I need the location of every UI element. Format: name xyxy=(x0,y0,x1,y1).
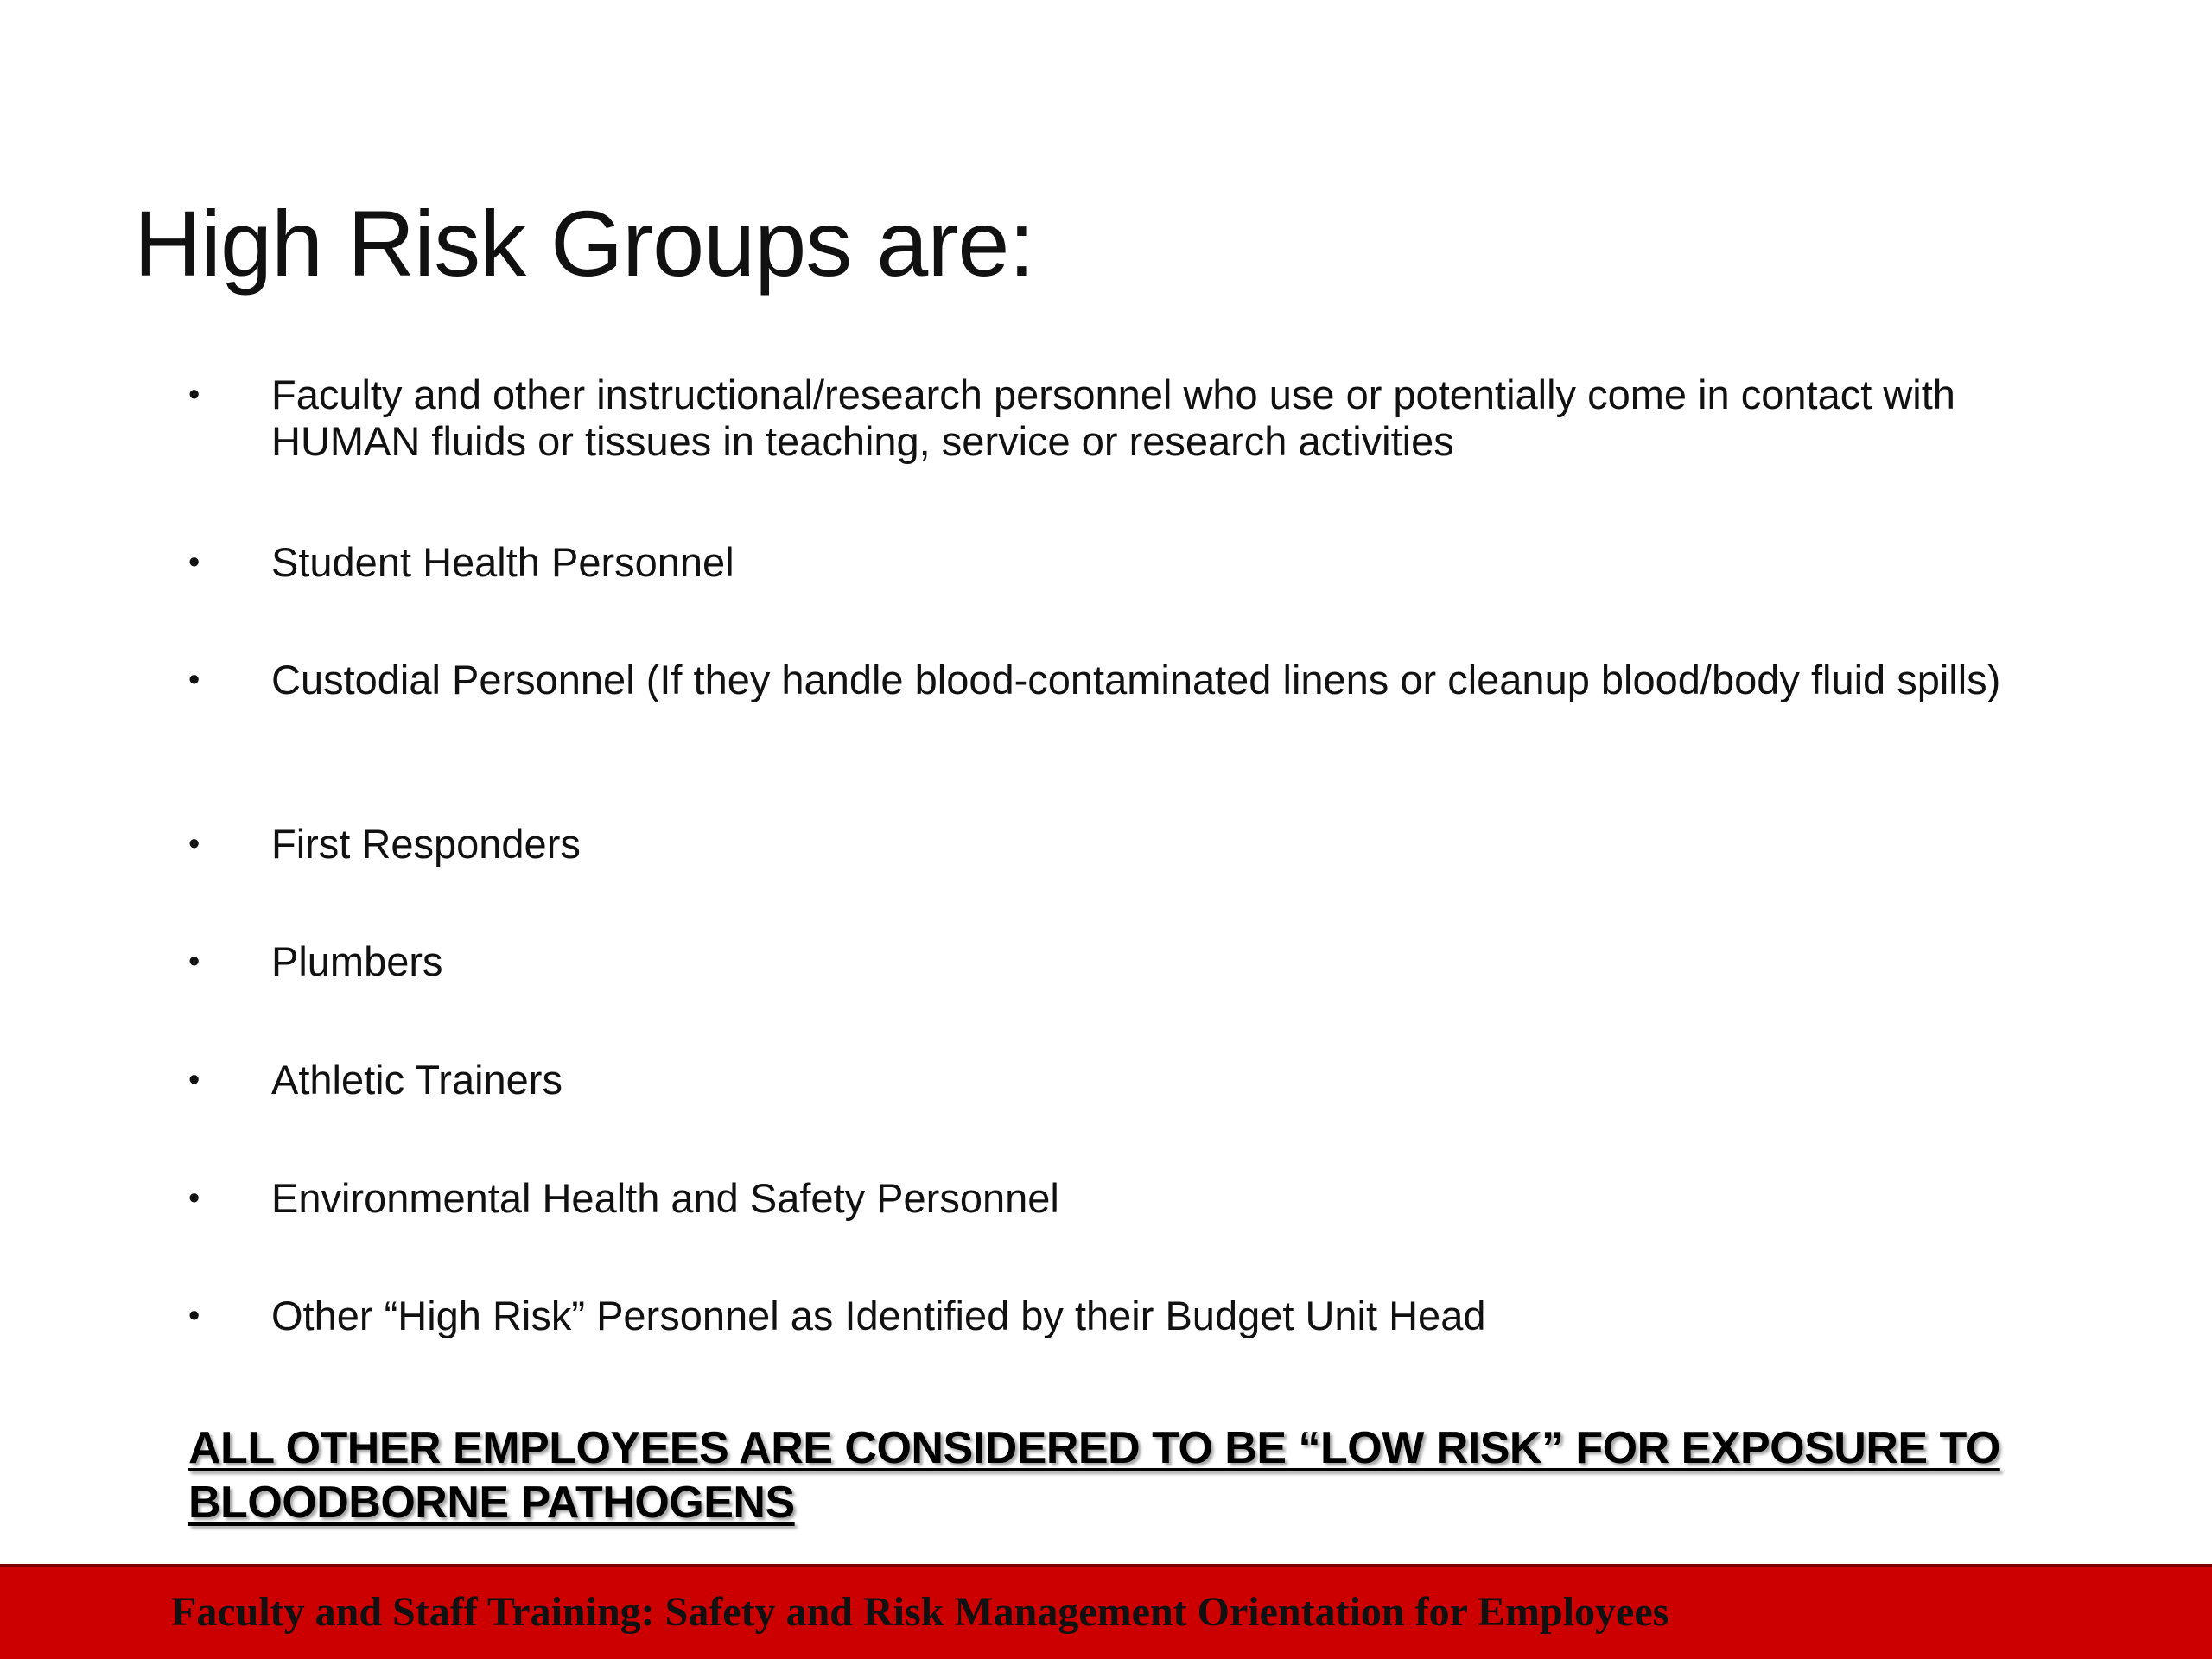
slide-title: High Risk Groups are: xyxy=(134,191,1034,296)
bullet-dot-icon: • xyxy=(188,1180,200,1217)
list-item-text: Faculty and other instructional/research personnel who use or potentially come in contact with HUMAN fluids or tissues in teaching, service or research activities xyxy=(271,372,1955,464)
bullet-dot-icon: • xyxy=(188,1298,200,1334)
list-item-text: Environmental Health and Safety Personnel xyxy=(271,1175,1059,1221)
list-item xyxy=(183,539,2050,586)
bullet-dot-icon: • xyxy=(188,826,200,862)
bullet-dot-icon: • xyxy=(188,377,200,413)
bullet-dot-icon: • xyxy=(188,944,200,980)
list-item xyxy=(183,1175,2050,1222)
low-risk-notice: ALL OTHER EMPLOYEES ARE CONSIDERED TO BE “LOW RISK” FOR EXPOSURE TO BLOODBORNE PATHOGENS xyxy=(188,1423,2000,1528)
list-item xyxy=(183,1293,2050,1339)
list-item-text: Other “High Risk” Personnel as Identified by their Budget Unit Head xyxy=(271,1293,1486,1338)
bullet-dot-icon: • xyxy=(188,1062,200,1098)
footer-bar xyxy=(0,1564,2212,1659)
bullet-dot-icon: • xyxy=(188,662,200,698)
list-item-text: Custodial Personnel (If they handle blood-contaminated linens or cleanup blood/body fluid spills) xyxy=(271,657,2001,702)
list-item xyxy=(183,372,2050,465)
list-item-text: Plumbers xyxy=(271,938,443,984)
list-item xyxy=(183,1057,2050,1103)
list-item xyxy=(183,821,2050,868)
list-item xyxy=(183,657,2050,703)
list-item-text: Student Health Personnel xyxy=(271,539,734,585)
footer-text: Faculty and Staff Training: Safety and Risk Management Orientation for Employees xyxy=(171,1589,1669,1635)
list-item-text: First Responders xyxy=(271,821,581,867)
list-item xyxy=(183,938,2050,985)
bullet-dot-icon: • xyxy=(188,544,200,581)
list-item-text: Athletic Trainers xyxy=(271,1057,563,1103)
